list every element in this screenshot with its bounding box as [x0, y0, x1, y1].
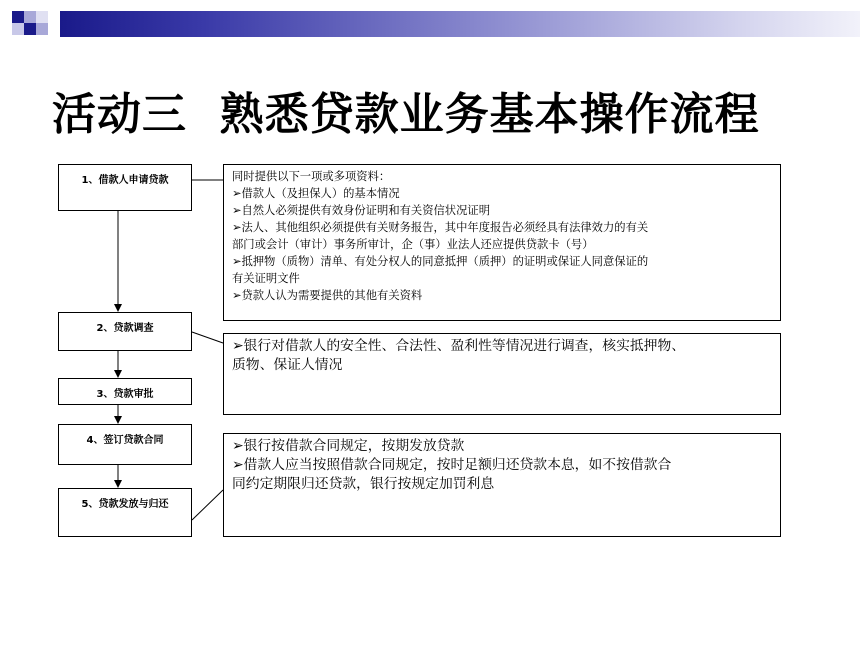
step-label: 5、贷款发放与归还 [81, 499, 169, 510]
step-label: 4、签订贷款合同 [86, 435, 164, 446]
description-line: 有关证明文件 [232, 272, 300, 285]
description-box-application [223, 164, 781, 321]
description-line: ➢抵押物（质物）清单、有处分权人的同意抵押（质押）的证明或保证人同意保证的 [232, 255, 649, 268]
step-box-4 [58, 424, 192, 465]
description-line: ➢借款人（及担保人）的基本情况 [232, 187, 400, 200]
description-line: ➢银行按借款合同规定，按期发放贷款 [232, 438, 465, 454]
step-label: 2、贷款调查 [96, 323, 154, 334]
description-line: ➢贷款人认为需要提供的其他有关资料 [232, 289, 423, 302]
description-line: ➢法人、其他组织必须提供有关财务报告，其中年度报告必须经具有法律效力的有关 [232, 221, 649, 234]
step-box-5 [58, 488, 192, 537]
step-box-2 [58, 312, 192, 351]
description-line: ➢银行对借款人的安全性、合法性、盈利性等情况进行调查，核实抵押物、 [232, 338, 686, 354]
description-line: 部门或会计（审计）事务所审计，企（事）业法人还应提供贷款卡（号） [232, 238, 594, 251]
description-line: 同时提供以下一项或多项资料： [232, 170, 391, 183]
link-line [192, 332, 223, 343]
step-label: 1、借款人申请贷款 [81, 175, 169, 186]
description-box-disbursement [223, 433, 781, 537]
description-line: ➢自然人必须提供有效身份证明和有关资信状况证明 [232, 204, 490, 217]
step-box-3 [58, 378, 192, 405]
description-line: 同约定期限归还贷款，银行按规定加罚利息 [232, 476, 495, 492]
link-line [192, 490, 223, 520]
description-line: ➢借款人应当按照借款合同规定，按时足额归还贷款本息，如不按借款合 [232, 457, 672, 473]
description-box-investigation [223, 333, 781, 415]
step-box-1 [58, 164, 192, 211]
step-label: 3、贷款审批 [96, 389, 154, 400]
description-line: 质物、保证人情况 [232, 357, 343, 373]
page-title: 活动三 熟悉贷款业务基本操作流程 [52, 89, 760, 140]
